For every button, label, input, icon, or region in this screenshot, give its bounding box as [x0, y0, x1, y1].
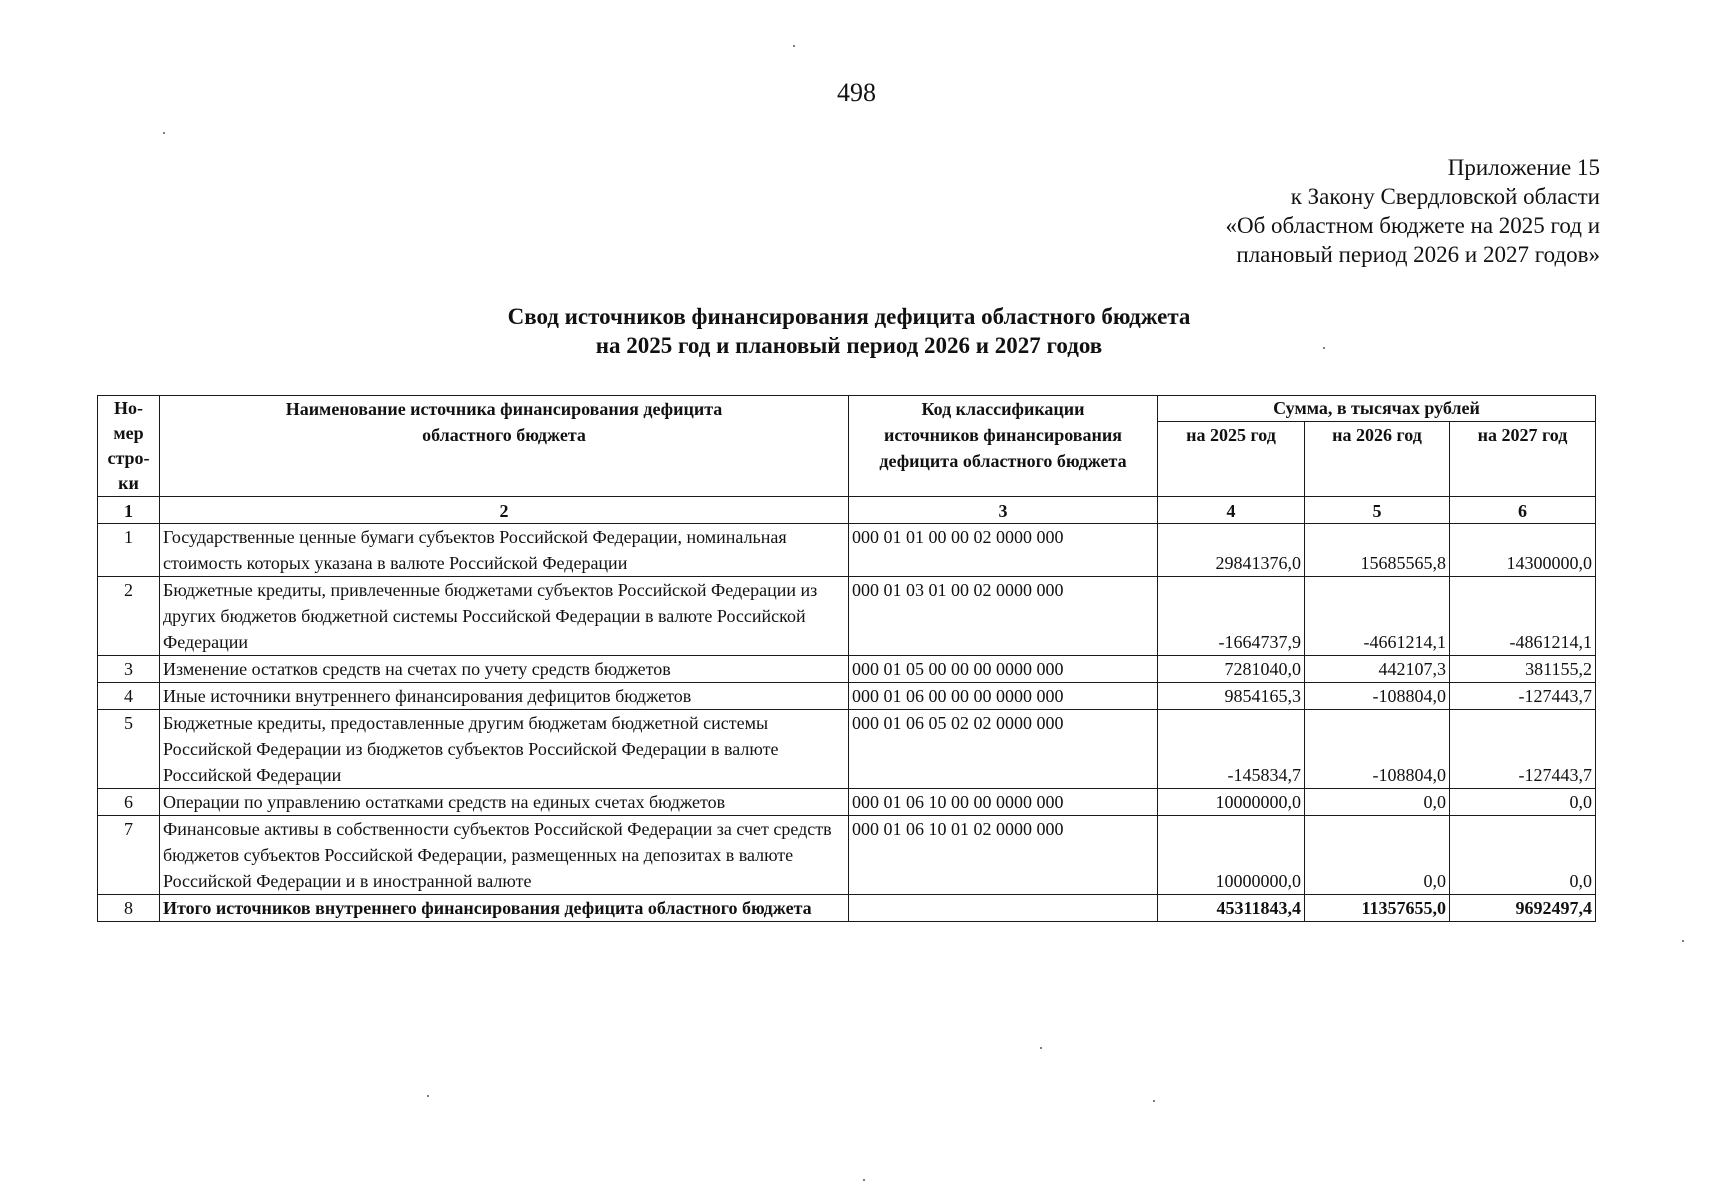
amount-2027: 0,0	[1450, 816, 1596, 895]
source-name: Бюджетные кредиты, предоставленные другим бюджетам бюджетной системы Российской Федерации из бюджетов субъектов Российской Федерации в валюте Российской Федерации	[160, 710, 849, 789]
table-row	[98, 816, 1596, 895]
scan-speck	[1682, 940, 1684, 942]
row-number: 3	[98, 656, 160, 683]
source-name: Государственные ценные бумаги субъектов Российской Федерации, номинальная стоимость которых указана в валюте Российской Федерации	[160, 524, 849, 577]
table-row	[98, 683, 1596, 710]
classification-code: 000 01 06 10 00 00 0000 000	[849, 789, 1158, 816]
amount-2027: -4861214,1	[1450, 577, 1596, 656]
page-number: 498	[837, 78, 876, 107]
column-number: 2	[160, 497, 849, 524]
source-name: Финансовые активы в собственности субъектов Российской Федерации за счет средств бюджетов субъектов Российской Федерации, размещенных на депозитах в валюте Российской Федерации и в иностранной валюте	[160, 816, 849, 895]
amount-2026: 442107,3	[1305, 656, 1450, 683]
header-year-2027: на 2027 год	[1450, 422, 1596, 497]
header-sum-group: Сумма, в тысячах рублей	[1158, 396, 1596, 422]
amount-2026: 11357655,0	[1305, 895, 1450, 922]
amount-2025: 10000000,0	[1158, 816, 1305, 895]
amount-2026: -108804,0	[1305, 710, 1450, 789]
source-name: Изменение остатков средств на счетах по учету средств бюджетов	[160, 656, 849, 683]
source-name: Операции по управлению остатками средств на единых счетах бюджетов	[160, 789, 849, 816]
header-year-2025: на 2025 год	[1158, 422, 1305, 497]
amount-2025: 45311843,4	[1158, 895, 1305, 922]
amount-2027: -127443,7	[1450, 683, 1596, 710]
table-row	[98, 656, 1596, 683]
scan-speck	[1153, 1100, 1155, 1102]
appendix-line-1: Приложение 15	[1447, 155, 1600, 180]
column-number: 3	[849, 497, 1158, 524]
amount-2027: 381155,2	[1450, 656, 1596, 683]
column-numbers-row	[98, 497, 1596, 524]
amount-2026: 15685565,8	[1305, 524, 1450, 577]
table-row	[98, 577, 1596, 656]
document-title	[400, 302, 1298, 360]
scan-speck	[1323, 347, 1325, 349]
header-classification-code: Код классификации источников финансирования дефицита областного бюджета	[849, 396, 1158, 497]
column-number: 4	[1158, 497, 1305, 524]
table-row	[98, 789, 1596, 816]
amount-2026: 0,0	[1305, 789, 1450, 816]
classification-code: 000 01 01 00 00 02 0000 000	[849, 524, 1158, 577]
amount-2026: 0,0	[1305, 816, 1450, 895]
scan-speck	[1040, 1047, 1042, 1049]
scan-speck	[863, 1179, 865, 1181]
column-number: 6	[1450, 497, 1596, 524]
source-name: Иные источники внутреннего финансирования дефицитов бюджетов	[160, 683, 849, 710]
amount-2025: 29841376,0	[1158, 524, 1305, 577]
header-year-2026: на 2026 год	[1305, 422, 1450, 497]
classification-code: 000 01 05 00 00 00 0000 000	[849, 656, 1158, 683]
row-number: 8	[98, 895, 160, 922]
column-number: 5	[1305, 497, 1450, 524]
table-row	[98, 710, 1596, 789]
total-row	[98, 895, 1596, 922]
amount-2025: -1664737,9	[1158, 577, 1305, 656]
amount-2025: 10000000,0	[1158, 789, 1305, 816]
amount-2025: 7281040,0	[1158, 656, 1305, 683]
table-row	[98, 524, 1596, 577]
classification-code: 000 01 06 10 01 02 0000 000	[849, 816, 1158, 895]
row-number: 4	[98, 683, 160, 710]
classification-code	[849, 895, 1158, 922]
amount-2027: 9692497,4	[1450, 895, 1596, 922]
appendix-line-4: плановый период 2026 и 2027 годов»	[1236, 242, 1600, 267]
source-name: Бюджетные кредиты, привлеченные бюджетами субъектов Российской Федерации из других бюджетов бюджетной системы Российской Федерации в валюте Российской Федерации	[160, 577, 849, 656]
amount-2025: -145834,7	[1158, 710, 1305, 789]
title-line-2: на 2025 год и плановый период 2026 и 2027 годов	[595, 333, 1103, 358]
row-number: 6	[98, 789, 160, 816]
scan-speck	[793, 45, 795, 47]
amount-2026: -4661214,1	[1305, 577, 1450, 656]
financing-sources-table	[97, 395, 1596, 922]
amount-2027: -127443,7	[1450, 710, 1596, 789]
amount-2026: -108804,0	[1305, 683, 1450, 710]
title-line-1: Свод источников финансирования дефицита областного бюджета	[507, 304, 1191, 329]
amount-2025: 9854165,3	[1158, 683, 1305, 710]
column-number: 1	[98, 497, 160, 524]
header-row-number: Но- мер стро- ки	[98, 396, 160, 497]
classification-code: 000 01 03 01 00 02 0000 000	[849, 577, 1158, 656]
row-number: 5	[98, 710, 160, 789]
appendix-reference	[1225, 153, 1600, 269]
header-source-name: Наименование источника финансирования дефицита областного бюджета	[160, 396, 849, 497]
classification-code: 000 01 06 05 02 02 0000 000	[849, 710, 1158, 789]
appendix-line-2: к Закону Свердловской области	[1290, 184, 1600, 209]
classification-code: 000 01 06 00 00 00 0000 000	[849, 683, 1158, 710]
row-number: 1	[98, 524, 160, 577]
appendix-line-3: «Об областном бюджете на 2025 год и	[1225, 213, 1600, 238]
source-name: Итого источников внутреннего финансирования дефицита областного бюджета	[160, 895, 849, 922]
scan-speck	[427, 1095, 429, 1097]
scan-speck	[163, 132, 165, 134]
amount-2027: 0,0	[1450, 789, 1596, 816]
amount-2027: 14300000,0	[1450, 524, 1596, 577]
row-number: 7	[98, 816, 160, 895]
row-number: 2	[98, 577, 160, 656]
